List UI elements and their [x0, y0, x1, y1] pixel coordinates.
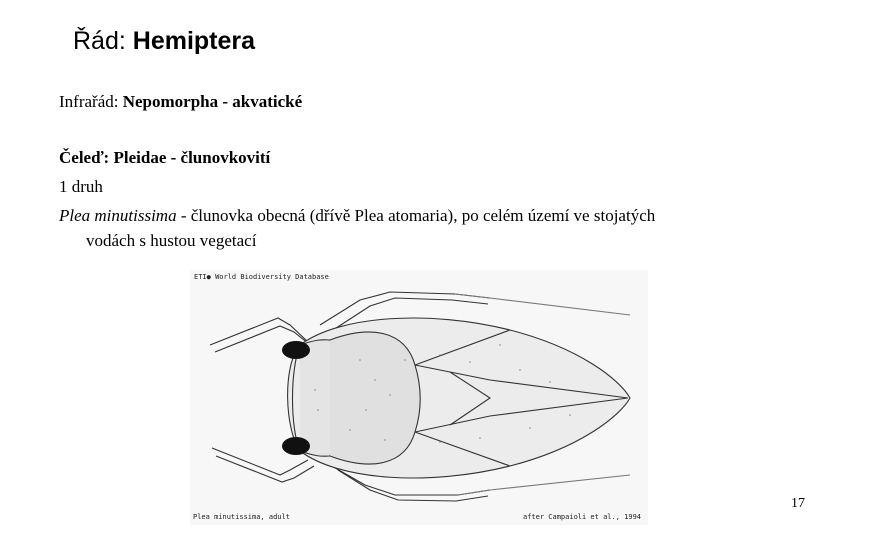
- species-description: - člunovka obecná (dřívě Plea atomaria), po celém území ve stojatých: [176, 206, 656, 225]
- infraorder-name: Nepomorpha - akvatické: [122, 92, 303, 111]
- infraorder-prefix: Infrařád:: [59, 92, 123, 111]
- plea-minutissima-drawing: [190, 270, 648, 525]
- figure-caption-right: after Campaioli et al., 1994: [523, 513, 642, 521]
- figure-source-label: ETI● World Biodiversity Database: [194, 273, 329, 281]
- infraorder-line: [59, 92, 302, 112]
- species-latin-name: Plea minutissima: [59, 206, 177, 225]
- species-description-cont: vodách s hustou vegetací: [86, 231, 257, 250]
- species-line: [59, 206, 655, 226]
- title-order-name: Hemiptera: [132, 27, 256, 55]
- slide-title: [73, 27, 255, 56]
- page-number: 17: [791, 496, 805, 511]
- family-prefix: Čeleď:: [59, 148, 114, 167]
- species-count: 1 druh: [59, 177, 103, 196]
- insect-illustration: [190, 270, 648, 525]
- family-line: [59, 148, 270, 168]
- title-prefix: Řád:: [73, 27, 133, 55]
- figure-caption-left: Plea minutissima, adult: [193, 513, 290, 521]
- family-name: Pleidae - člunovkovití: [113, 148, 271, 167]
